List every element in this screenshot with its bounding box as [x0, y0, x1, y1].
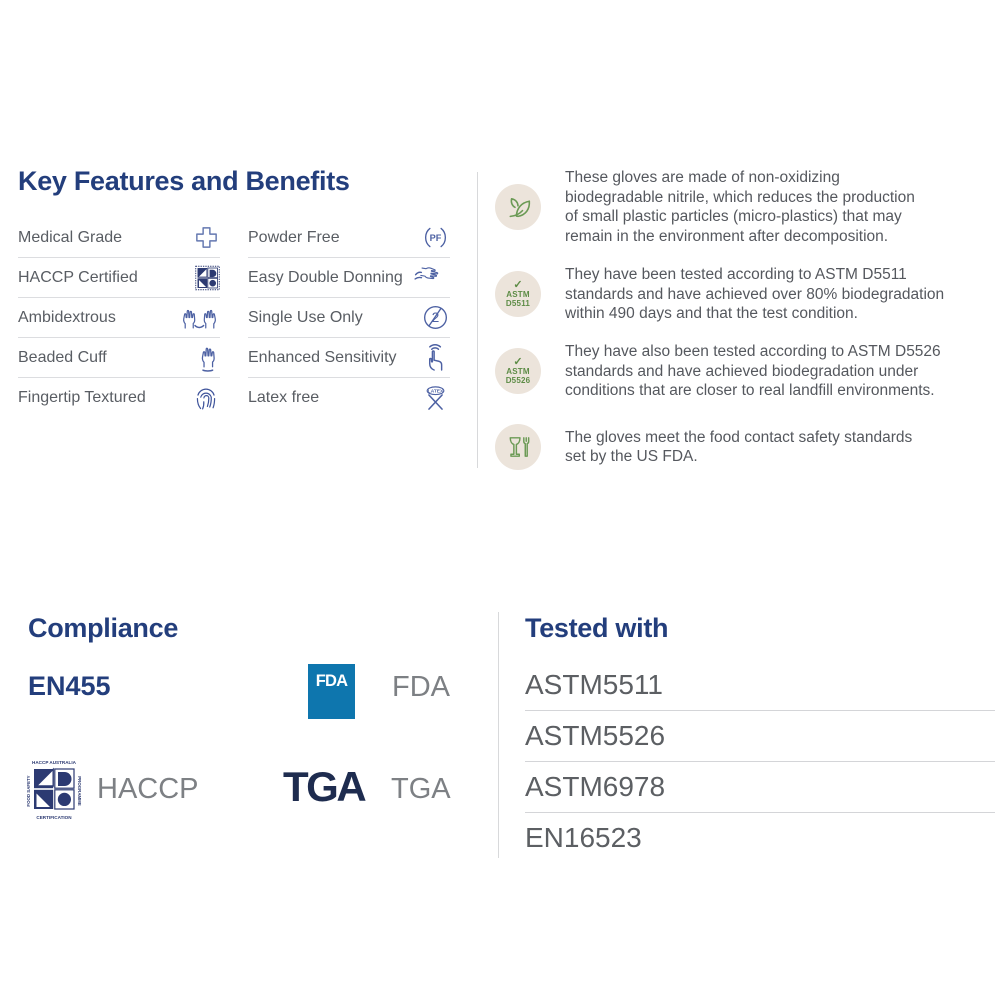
astm-d5526-badge-icon: ✓ ASTM D5526 — [495, 348, 541, 394]
feature-label: Powder Free — [248, 228, 340, 246]
benefit-text: They have also been tested according to ASTM D5526 standards and have achieved biodegradation under conditions that are closer to real landfill environments. — [565, 343, 941, 399]
beaded-cuff-hand-icon — [196, 343, 220, 373]
feature-label: HACCP Certified — [18, 268, 138, 286]
tested-item-en16523: EN16523 — [525, 822, 642, 853]
feature-label: Fingertip Textured — [18, 388, 146, 406]
powder-free-icon — [421, 223, 450, 252]
svg-text:CERTIFICATION: CERTIFICATION — [36, 815, 72, 820]
feature-row-powder-free — [248, 218, 450, 258]
feature-row-single-use-only — [248, 298, 450, 338]
key-features-column-2 — [248, 218, 450, 417]
haccp-logo — [25, 758, 83, 820]
feature-label: Latex free — [248, 388, 320, 406]
benefit-astm-d5511 — [495, 265, 973, 324]
tested-item-astm5526: ASTM5526 — [525, 711, 995, 762]
feature-label: Medical Grade — [18, 228, 123, 246]
compliance-haccp-label: HACCP — [97, 773, 199, 805]
feature-row-haccp-certified — [18, 258, 220, 298]
key-features-heading: Key Features and Benefits — [18, 166, 350, 196]
svg-text:PROGRAMME: PROGRAMME — [77, 776, 82, 806]
feature-row-medical-grade — [18, 218, 220, 258]
benefit-astm-d5526 — [495, 342, 973, 401]
benefit-text: These gloves are made of non-oxidizing biodegradable nitrile, which reduces the production of small plastic particles (micro-plastics) that may remain in the environment after decomposition. — [565, 169, 915, 245]
tested-item-astm6978: ASTM6978 — [525, 762, 995, 813]
bottom-section-divider — [498, 612, 499, 858]
benefit-text: They have been tested according to ASTM D5511 standards and have achieved over 80% biodegradation within 490 days and that the test condition. — [565, 266, 945, 322]
svg-text:HACCP AUSTRALIA: HACCP AUSTRALIA — [32, 760, 76, 765]
feature-row-fingertip-textured — [18, 378, 220, 417]
svg-text:2: 2 — [431, 310, 440, 326]
feature-row-latex-free — [248, 378, 450, 417]
tested-with-list — [525, 660, 995, 863]
ambidextrous-hands-icon — [179, 303, 220, 332]
svg-text:LATEX: LATEX — [427, 389, 444, 395]
top-section-divider — [477, 172, 478, 468]
compliance-en455: EN455 — [28, 671, 111, 701]
latex-free-icon — [421, 383, 450, 412]
leaf-icon — [495, 184, 541, 230]
feature-label: Single Use Only — [248, 308, 363, 326]
feature-label: Enhanced Sensitivity — [248, 348, 397, 366]
haccp-certified-icon — [195, 265, 220, 291]
benefit-food-contact — [495, 424, 973, 470]
tested-item-astm5511: ASTM5511 — [525, 660, 995, 711]
feature-row-ambidextrous — [18, 298, 220, 338]
feature-row-beaded-cuff — [18, 338, 220, 378]
key-features-column-1 — [18, 218, 220, 417]
fingerprint-icon — [192, 383, 220, 412]
compliance-fda-label: FDA — [392, 671, 450, 703]
tested-with-heading: Tested with — [525, 613, 669, 643]
key-features-grid — [18, 218, 450, 417]
food-contact-icon — [495, 424, 541, 470]
tga-logo: TGA — [283, 763, 365, 810]
enhanced-sensitivity-icon — [425, 343, 450, 372]
single-use-icon — [421, 303, 450, 332]
compliance-tga-label: TGA — [391, 773, 451, 805]
svg-text:PF: PF — [429, 232, 442, 243]
feature-label: Beaded Cuff — [18, 348, 107, 366]
fda-logo: FDA — [308, 664, 355, 719]
feature-row-enhanced-sensitivity — [248, 338, 450, 378]
benefit-text: The gloves meet the food contact safety standards set by the US FDA. — [565, 428, 913, 465]
feature-label: Easy Double Donning — [248, 268, 403, 286]
feature-label: Ambidextrous — [18, 308, 116, 326]
double-donning-icon — [412, 264, 450, 292]
feature-row-easy-double-donning — [248, 258, 450, 298]
benefit-biodegradable — [495, 168, 973, 246]
compliance-heading: Compliance — [28, 613, 179, 643]
svg-text:FOOD SAFETY: FOOD SAFETY — [26, 775, 31, 807]
astm-d5511-badge-icon: ✓ ASTM D5511 — [495, 271, 541, 317]
medical-cross-icon — [193, 224, 220, 251]
